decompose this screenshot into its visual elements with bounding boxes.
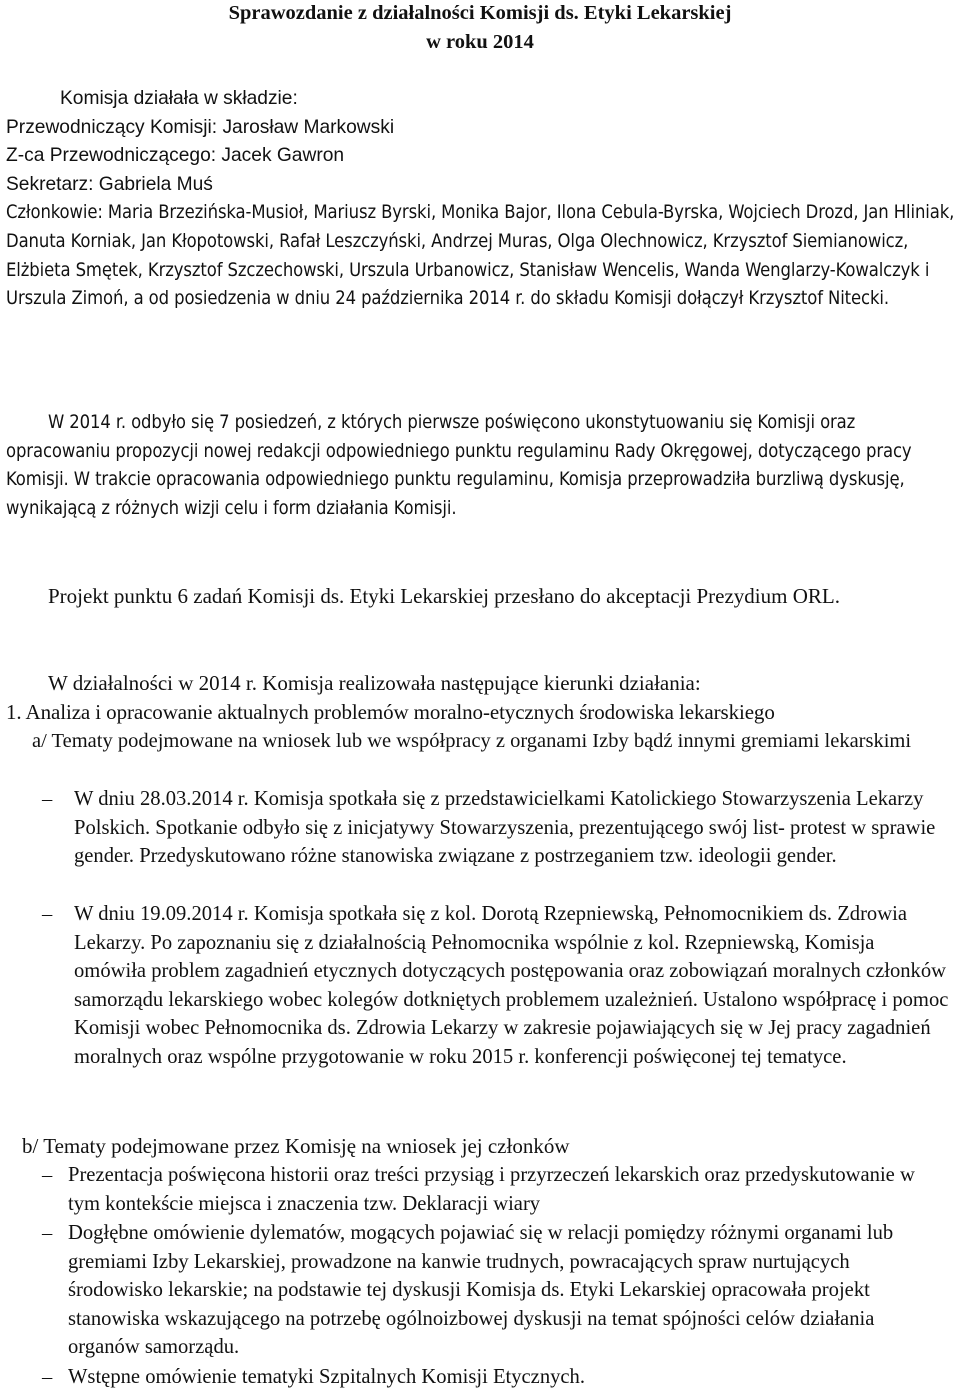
sub-a-item-2-text: W dniu 19.09.2014 r. Komisja spotkała się z kol. Dorotą Rzepniewską, Pełnomocnikiem ds. Zdrowia Lekarzy. Po zapoznaniu się z działalnością Pełnomocnika wspólnie z kol. Rzepniewską, Komisja omówiła problem zagadnień etycznych dotyczących postępowania oraz zobowiązań moralnych członków samorządu lekarskiego wobec kolegów dotkniętych problemem uzależnień. Ustalono współpracę i pomoc Komisji wobec Pełnomocnika ds. Zdrowia Lekarzy w zakresie pojawiających się w Jej pracy zagadnień moralnych oraz wspólne przygotowanie w roku 2015 r. konferencji poświęconej tej tematyce.: [74, 903, 949, 1068]
dash-marker: –: [42, 788, 53, 810]
sub-a-item-1: [42, 785, 950, 871]
composition-vice-chair: Z-ca Przewodniczącego: Jacek Gawron: [6, 145, 345, 167]
sub-b-item-2-text: Dogłębne omówienie dylematów, mogących pojawiać się w relacji pomiędzy różnymi organami lub gremiami Izby Lekarskiej, prowadzone na kanwie trudnych, powracających spraw nurtujących środowisko lekarskie; na podstawie tej dyskusji Komisja ds. Etyki Lekarskiej opracowała projekt stanowiska wskazującego na potrzebę ogólnoizbowej dyskusji na temat spójności celów działania organów samorządu.: [68, 1222, 894, 1359]
composition-secretary: Sekretarz: Gabriela Muś: [6, 173, 213, 195]
sub-b-item-3-text: Wstępne omówienie tematyki Szpitalnych Komisji Etycznych.: [68, 1366, 586, 1388]
sub-b-item-2: [42, 1219, 948, 1362]
sub-a-heading: a/ Tematy podejmowane na wniosek lub we współpracy z organami Izby bądź innymi gremiami lekarskimi: [32, 730, 912, 752]
dash-marker: –: [42, 1164, 53, 1186]
composition-chair: Przewodniczący Komisji: Jarosław Markowski: [6, 116, 395, 138]
sub-a-item-1-text: W dniu 28.03.2014 r. Komisja spotkała się z przedstawicielkami Katolickiego Stowarzyszenia Lekarzy Polskich. Spotkanie odbyło się z inicjatywy Stowarzyszenia, prezentującego swój list- protest w sprawie gender. Przedyskutowano różne stanowiska związane z postrzeganiem tzw. ideologii gender.: [74, 788, 936, 868]
sub-b-heading: b/ Tematy podejmowane przez Komisję na wniosek jej członków: [22, 1134, 570, 1158]
sub-b-item-3: [42, 1363, 948, 1392]
document-year: w roku 2014: [426, 31, 534, 53]
dash-marker: –: [42, 903, 53, 925]
sub-b-item-1-text: Prezentacja poświęcona historii oraz treści przysiąg i przyrzeczeń lekarskich oraz przedyskutowanie w tym kontekście miejsca i znaczenia tzw. Deklaracji wiary: [68, 1164, 915, 1215]
composition-section: [6, 85, 956, 314]
project-paragraph: Projekt punktu 6 zadań Komisji ds. Etyki Lekarskiej przesłano do akceptacji Prezydium ORL.: [48, 584, 840, 608]
activity-intro: W działalności w 2014 r. Komisja realizowała następujące kierunki działania:: [48, 671, 701, 695]
meetings-paragraph: W 2014 r. odbyło się 7 posiedzeń, z których pierwsze poświęcono ukonstytuowaniu się Komisji oraz opracowaniu propozycji nowej redakcji odpowiedniego punktu regulaminu Rady Okręgowej, dotyczącego pracy Komisji. W trakcie opracowania odpowiedniego punktu regulaminu, Komisja przeprowadziła burzliwą dyskusję, wynikającą z różnych wizji celu i form działania Komisji.: [6, 412, 912, 519]
composition-intro: Komisja działała w składzie:: [60, 88, 298, 109]
section1-heading: 1. Analiza i opracowanie aktualnych problemów moralno-etycznych środowiska lekarskiego: [6, 700, 775, 724]
dash-marker: –: [42, 1222, 53, 1244]
sub-a-item-2: [42, 900, 950, 1072]
dash-marker: –: [42, 1366, 53, 1388]
document-title: Sprawozdanie z działalności Komisji ds. Etyki Lekarskiej: [228, 2, 732, 24]
sub-b-item-1: [42, 1161, 948, 1218]
document-header: [0, 0, 960, 57]
composition-members: Członkowie: Maria Brzezińska-Musioł, Mariusz Byrski, Monika Bajor, Ilona Cebula-Byrska, Wojciech Drozd, Jan Hliniak, Danuta Korniak, Jan Kłopotowski, Rafał Leszczyński, Andrzej Muras, Olga Olechnowicz, Krzysztof Siemianowicz, Elżbieta Smętek, Krzysztof Szczechowski, Urszula Urbanowicz, Stanisław Wencelis, Wanda Wenglarzy-Kowalczyk i Urszula Zimoń, a od posiedzenia w dniu 24 października 2014 r. do składu Komisji dołączył Krzysztof Nitecki.: [6, 202, 955, 310]
